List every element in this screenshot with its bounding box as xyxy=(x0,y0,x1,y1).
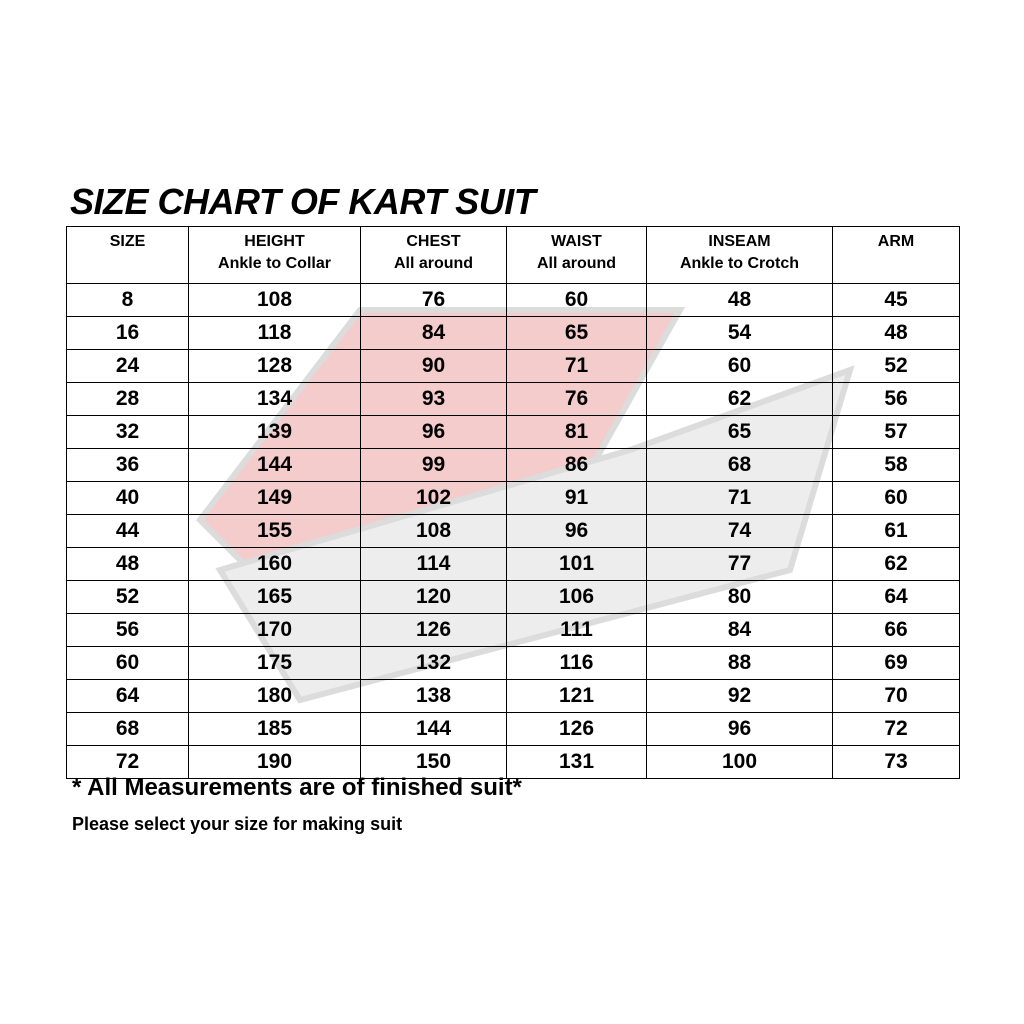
table-cell: 144 xyxy=(189,449,361,482)
table-cell: 60 xyxy=(67,647,189,680)
table-cell: 32 xyxy=(67,416,189,449)
column-header-label: INSEAM xyxy=(708,233,771,250)
table-cell: 114 xyxy=(361,548,507,581)
table-cell: 61 xyxy=(833,515,960,548)
table-cell: 65 xyxy=(507,317,647,350)
table-cell: 72 xyxy=(833,713,960,746)
table-cell: 60 xyxy=(647,350,833,383)
column-header-size xyxy=(67,227,189,284)
table-cell: 62 xyxy=(647,383,833,416)
table-cell: 92 xyxy=(647,680,833,713)
table-cell: 64 xyxy=(67,680,189,713)
page-title: SIZE CHART OF KART SUIT xyxy=(70,181,536,222)
table-row xyxy=(67,581,960,614)
table-cell: 84 xyxy=(361,317,507,350)
table-cell: 99 xyxy=(361,449,507,482)
table-cell: 116 xyxy=(507,647,647,680)
table-cell: 108 xyxy=(361,515,507,548)
table-cell: 150 xyxy=(361,746,507,779)
table-cell: 126 xyxy=(361,614,507,647)
table-cell: 74 xyxy=(647,515,833,548)
table-body xyxy=(67,284,960,779)
table-cell: 170 xyxy=(189,614,361,647)
table-cell: 8 xyxy=(67,284,189,317)
table-cell: 101 xyxy=(507,548,647,581)
table-row xyxy=(67,746,960,779)
table-cell: 96 xyxy=(361,416,507,449)
table-cell: 120 xyxy=(361,581,507,614)
table-cell: 76 xyxy=(507,383,647,416)
table-cell: 64 xyxy=(833,581,960,614)
table-cell: 155 xyxy=(189,515,361,548)
table-cell: 65 xyxy=(647,416,833,449)
table-row xyxy=(67,713,960,746)
column-header-waist xyxy=(507,227,647,284)
table-cell: 68 xyxy=(67,713,189,746)
column-header-sublabel: Ankle to Collar xyxy=(218,255,331,272)
table-cell: 52 xyxy=(833,350,960,383)
table-cell: 45 xyxy=(833,284,960,317)
table-cell: 36 xyxy=(67,449,189,482)
table-cell: 118 xyxy=(189,317,361,350)
table-cell: 102 xyxy=(361,482,507,515)
table-cell: 106 xyxy=(507,581,647,614)
column-header-sublabel: All around xyxy=(536,255,617,272)
table-cell: 190 xyxy=(189,746,361,779)
table-cell: 72 xyxy=(67,746,189,779)
table-row xyxy=(67,548,960,581)
table-cell: 144 xyxy=(361,713,507,746)
table-cell: 73 xyxy=(833,746,960,779)
table-cell: 69 xyxy=(833,647,960,680)
table-row xyxy=(67,383,960,416)
table-cell: 68 xyxy=(647,449,833,482)
column-header-label: HEIGHT xyxy=(244,233,305,250)
table-cell: 71 xyxy=(507,350,647,383)
table-cell: 108 xyxy=(189,284,361,317)
table-cell: 160 xyxy=(189,548,361,581)
table-cell: 180 xyxy=(189,680,361,713)
table-row xyxy=(67,680,960,713)
table-header-row xyxy=(67,227,960,284)
table-cell: 126 xyxy=(507,713,647,746)
column-header-sublabel: All around xyxy=(393,255,474,272)
column-header-label: WAIST xyxy=(551,233,602,250)
table-cell: 91 xyxy=(507,482,647,515)
table-cell: 24 xyxy=(67,350,189,383)
table-row xyxy=(67,350,960,383)
size-chart-table xyxy=(66,226,960,779)
table-cell: 58 xyxy=(833,449,960,482)
table-cell: 132 xyxy=(361,647,507,680)
table-cell: 44 xyxy=(67,515,189,548)
table-cell: 96 xyxy=(507,515,647,548)
table-cell: 100 xyxy=(647,746,833,779)
table-cell: 175 xyxy=(189,647,361,680)
table-cell: 111 xyxy=(507,614,647,647)
column-header-sublabel: Ankle to Crotch xyxy=(679,255,800,272)
column-header-height xyxy=(189,227,361,284)
table-cell: 48 xyxy=(833,317,960,350)
table-row xyxy=(67,284,960,317)
column-header-inseam xyxy=(647,227,833,284)
table-cell: 139 xyxy=(189,416,361,449)
table-cell: 71 xyxy=(647,482,833,515)
table-cell: 165 xyxy=(189,581,361,614)
table-cell: 128 xyxy=(189,350,361,383)
column-header-chest xyxy=(361,227,507,284)
table-cell: 60 xyxy=(833,482,960,515)
table-row xyxy=(67,647,960,680)
table-cell: 48 xyxy=(67,548,189,581)
table-cell: 77 xyxy=(647,548,833,581)
table-cell: 48 xyxy=(647,284,833,317)
table-row xyxy=(67,482,960,515)
table-cell: 28 xyxy=(67,383,189,416)
table-cell: 70 xyxy=(833,680,960,713)
column-header-label: CHEST xyxy=(406,233,461,250)
table-cell: 16 xyxy=(67,317,189,350)
column-header-arm xyxy=(833,227,960,284)
table-cell: 134 xyxy=(189,383,361,416)
table-cell: 90 xyxy=(361,350,507,383)
table-cell: 86 xyxy=(507,449,647,482)
table-cell: 81 xyxy=(507,416,647,449)
measurement-note: * All Measurements are of finished suit* xyxy=(72,774,522,801)
table-cell: 66 xyxy=(833,614,960,647)
table-cell: 52 xyxy=(67,581,189,614)
table-cell: 88 xyxy=(647,647,833,680)
table-row xyxy=(67,614,960,647)
table-cell: 56 xyxy=(833,383,960,416)
table-cell: 96 xyxy=(647,713,833,746)
table-cell: 149 xyxy=(189,482,361,515)
table-cell: 54 xyxy=(647,317,833,350)
table-cell: 40 xyxy=(67,482,189,515)
table-cell: 62 xyxy=(833,548,960,581)
table-row xyxy=(67,317,960,350)
size-instruction: Please select your size for making suit xyxy=(72,814,403,834)
table-cell: 131 xyxy=(507,746,647,779)
table-cell: 185 xyxy=(189,713,361,746)
table-cell: 84 xyxy=(647,614,833,647)
column-header-label: ARM xyxy=(877,233,915,250)
table-cell: 121 xyxy=(507,680,647,713)
table-cell: 60 xyxy=(507,284,647,317)
table-row xyxy=(67,515,960,548)
column-header-label: SIZE xyxy=(109,233,146,250)
table-cell: 93 xyxy=(361,383,507,416)
table-cell: 138 xyxy=(361,680,507,713)
table-row xyxy=(67,416,960,449)
table-row xyxy=(67,449,960,482)
table-cell: 57 xyxy=(833,416,960,449)
table-cell: 56 xyxy=(67,614,189,647)
table-cell: 80 xyxy=(647,581,833,614)
table-cell: 76 xyxy=(361,284,507,317)
